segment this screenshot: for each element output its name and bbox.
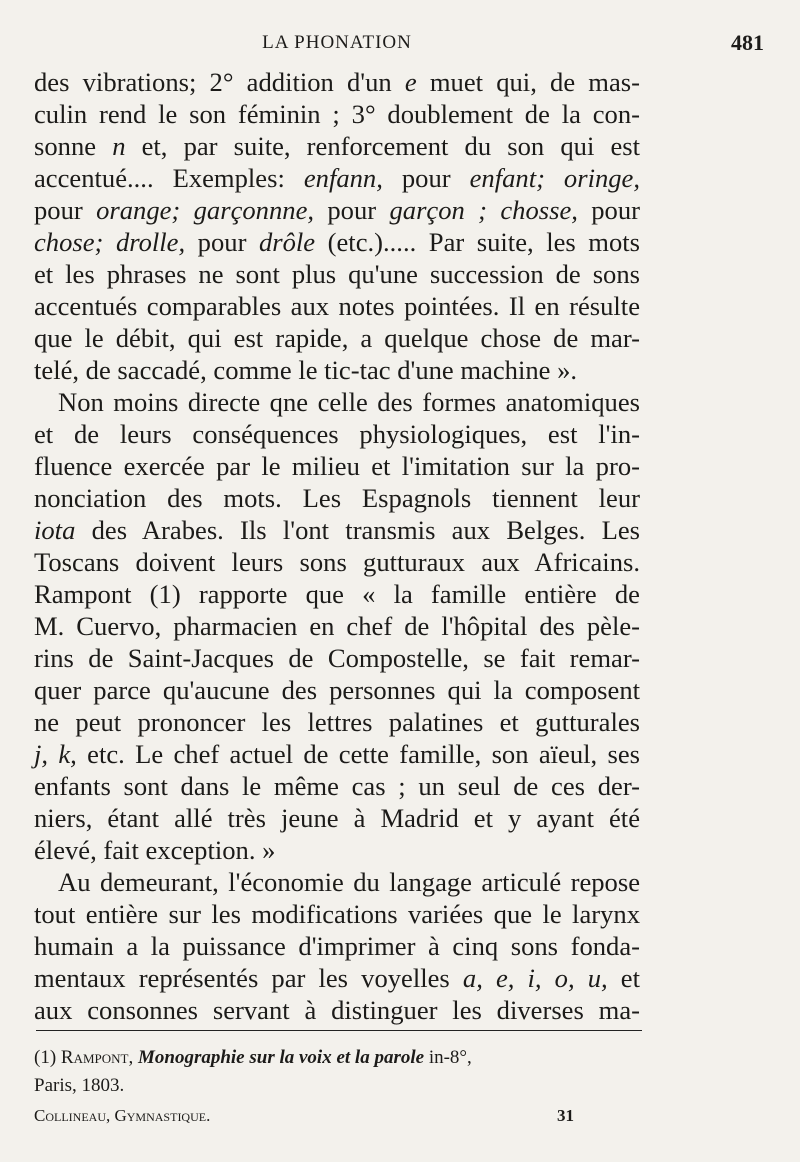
- text-line: et les phrases ne sont plus qu'une succession de sons: [34, 259, 640, 289]
- text-line: des vibrations; 2° addition d'un e muet qui, de mas-: [34, 67, 640, 97]
- text-line: Non moins directe qne celle des formes anatomiques: [58, 387, 640, 417]
- text-line: aux consonnes servant à distinguer les diverses ma-: [34, 995, 640, 1025]
- text-line: que le débit, qui est rapide, a quelque chose de mar-: [34, 323, 640, 353]
- text-line: rins de Saint-Jacques de Compostelle, se fait remar-: [34, 643, 640, 673]
- running-title: LA PHONATION: [262, 32, 412, 53]
- footnote-line: (1) Rampont, Monographie sur la voix et la parole in-8°,: [34, 1047, 472, 1068]
- text-line: telé, de saccadé, comme le tic-tac d'une machine ».: [34, 355, 578, 385]
- text-line: Rampont (1) rapporte que « la famille entière de: [34, 579, 640, 609]
- text-line: nonciation des mots. Les Espagnols tiennent leur: [34, 483, 640, 513]
- text-line: Toscans doivent leurs sons gutturaux aux Africains.: [34, 547, 640, 577]
- text-line: accentués comparables aux notes pointées. Il en résulte: [34, 291, 640, 321]
- text-line: ne peut prononcer les lettres palatines et gutturales: [34, 707, 640, 737]
- text-line: culin rend le son féminin ; 3° doublement de la con-: [34, 99, 640, 129]
- text-line: et de leurs conséquences physiologiques, est l'in-: [34, 419, 640, 449]
- page-number: 481: [731, 30, 764, 55]
- text-line: élevé, fait exception. »: [34, 835, 276, 865]
- text-line: accentué.... Exemples: enfann, pour enfant; oringe,: [34, 163, 641, 193]
- text-line: Au demeurant, l'économie du langage articulé repose: [58, 867, 640, 897]
- text-line: chose; drolle, pour drôle (etc.)..... Par suite, les mots: [34, 227, 640, 257]
- text-line: j, k, etc. Le chef actuel de cette famille, son aïeul, ses: [34, 739, 640, 769]
- text-line: quer parce qu'aucune des personnes qui la composent: [34, 675, 640, 705]
- text-line: tout entière sur les modifications variées que le larynx: [34, 899, 640, 929]
- text-line: fluence exercée par le milieu et l'imitation sur la pro-: [34, 451, 640, 481]
- footnote-rule: [36, 1030, 642, 1031]
- footnote-title: Monographie sur la voix et la parole: [133, 1047, 425, 1068]
- paragraph-3: [34, 866, 640, 1026]
- paragraph-2: [34, 386, 640, 866]
- text-line: mentaux représentés par les voyelles a, e, i, o, u, et: [34, 963, 640, 993]
- text-line: sonne n et, par suite, renforcement du son qui est: [34, 131, 640, 161]
- text-line: iota des Arabes. Ils l'ont transmis aux Belges. Les: [34, 515, 640, 545]
- text-line: M. Cuervo, pharmacien en chef de l'hôpital des pèle-: [34, 611, 640, 641]
- text-line: humain a la puissance d'imprimer à cinq sons fonda-: [34, 931, 640, 961]
- paragraph-1: [34, 66, 640, 386]
- page-header: [34, 30, 764, 60]
- sheet-number: 31: [557, 1106, 574, 1125]
- text-line: pour orange; garçonnne, pour garçon ; chosse, pour: [34, 195, 640, 225]
- footnote-place: Paris, 1803.: [34, 1075, 125, 1096]
- text-line: enfants sont dans le même cas ; un seul de ces der-: [34, 771, 640, 801]
- footnote-author: Rampont,: [60, 1047, 134, 1068]
- signature-text: Collineau, Gymnastique.: [34, 1106, 211, 1125]
- text-line: niers, étant allé très jeune à Madrid et y ayant été: [34, 803, 640, 833]
- main-text: [34, 66, 640, 1026]
- footnote: [34, 1044, 642, 1100]
